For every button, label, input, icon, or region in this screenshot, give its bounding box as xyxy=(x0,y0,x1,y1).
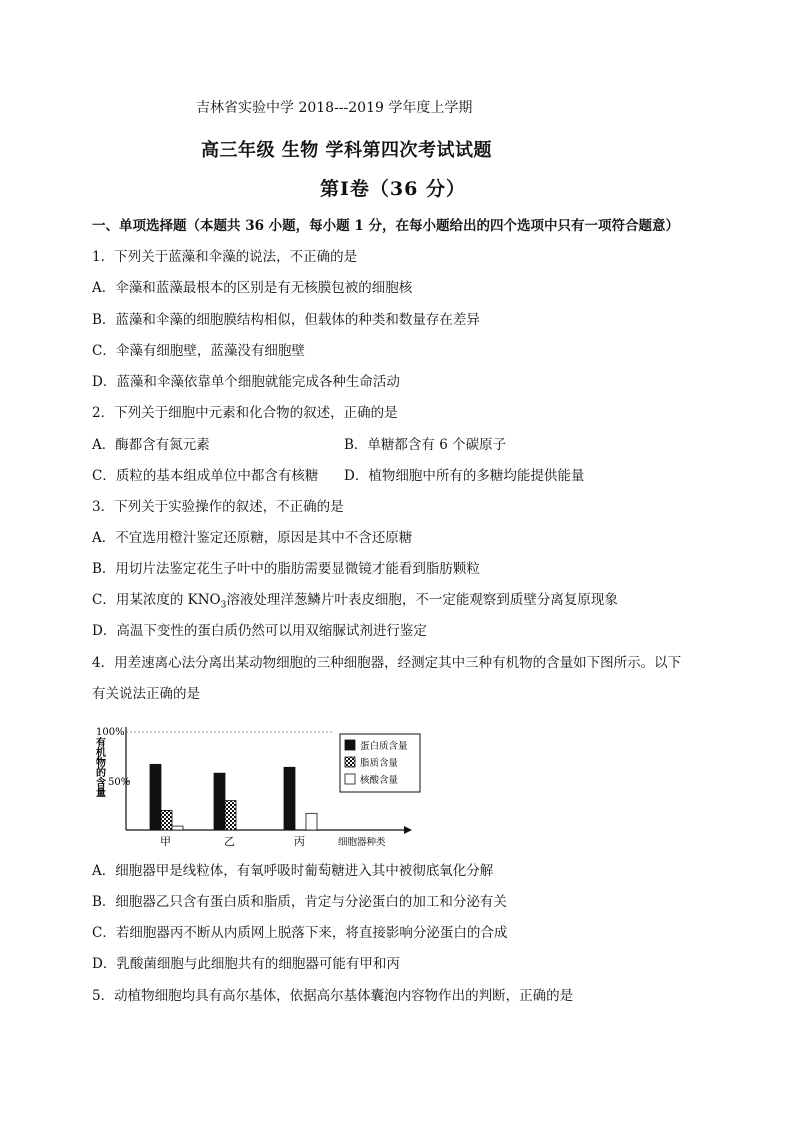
q2-option-d: D．植物细胞中所有的多糖均能提供能量 xyxy=(344,468,585,484)
q4-option-a: A．细胞器甲是线粒体，有氧呼吸时葡萄糖进入其中被彻底氧化分解 xyxy=(92,863,494,879)
q4-stem-line2: 有关说法正确的是 xyxy=(92,686,200,702)
bar-乙-蛋白质含量 xyxy=(214,773,225,830)
q1-option-a: A．伞藻和蓝藻最根本的区别是有无核膜包被的细胞核 xyxy=(92,280,413,296)
bar-甲-蛋白质含量 xyxy=(150,764,161,830)
bar-甲-脂质含量 xyxy=(161,810,172,830)
volume-title: 第Ⅰ卷（36 分） xyxy=(320,178,466,200)
bar-乙-脂质含量 xyxy=(225,801,236,830)
q1-option-b: B．蓝藻和伞藻的细胞膜结构相似，但载体的种类和数量存在差异 xyxy=(92,312,480,328)
y-label-char: 物 xyxy=(96,758,106,769)
legend xyxy=(340,734,420,792)
q2-option-a: A．酶都含有氮元素 xyxy=(92,437,210,453)
q3-option-d: D．高温下变性的蛋白质仍然可以用双缩脲试剂进行鉴定 xyxy=(92,623,427,639)
legend-swatch-蛋白质含量 xyxy=(345,740,355,750)
bar-丙-核酸含量 xyxy=(306,813,317,830)
y-label-char: 机 xyxy=(96,748,106,759)
q1-stem: 1．下列关于蓝藻和伞藻的说法，不正确的是 xyxy=(92,249,358,265)
bar-甲-核酸含量 xyxy=(172,826,183,830)
q1-option-d: D．蓝藻和伞藻依靠单个细胞就能完成各种生命活动 xyxy=(92,374,400,390)
q3-option-a: A．不宜选用橙汁鉴定还原糖，原因是其中不含还原糖 xyxy=(92,530,413,546)
q1-option-c: C．伞藻有细胞壁，蓝藻没有细胞壁 xyxy=(92,343,305,359)
q3-option-c-post: 溶液处理洋葱鳞片叶表皮细胞，不一定能观察到质壁分离复原现象 xyxy=(226,592,618,608)
q2-stem: 2．下列关于细胞中元素和化合物的叙述，正确的是 xyxy=(92,405,398,421)
legend-swatch-核酸含量 xyxy=(345,774,355,784)
y-label-char: 有 xyxy=(96,738,106,749)
organelle-chart xyxy=(92,722,422,852)
q3-option-c xyxy=(92,591,618,615)
bar-丙-蛋白质含量 xyxy=(284,767,295,830)
legend-label-核酸含量: 核酸含量 xyxy=(360,775,399,786)
category-labels xyxy=(160,835,305,848)
y-label-char: 量 xyxy=(96,788,106,799)
x-axis-label: 细胞器种类 xyxy=(338,837,386,848)
x-axis-arrow xyxy=(404,826,412,834)
category-label-甲: 甲 xyxy=(160,835,171,848)
q5-stem: 5．动植物细胞均具有高尔基体，依据高尔基体囊泡内容物作出的判断，正确的是 xyxy=(92,988,574,1004)
q4-option-d: D．乳酸菌细胞与此细胞共有的细胞器可能有甲和丙 xyxy=(92,956,400,972)
exam-title: 高三年级 生物 学科第四次考试试题 xyxy=(201,140,493,161)
category-label-乙: 乙 xyxy=(224,835,235,848)
q2-option-c: C．质粒的基本组成单位中都含有核糖 xyxy=(92,468,319,484)
legend-swatch-脂质含量 xyxy=(345,757,355,767)
q3-stem: 3．下列关于实验操作的叙述，不正确的是 xyxy=(92,499,344,515)
q3-option-c-sub: 3 xyxy=(220,600,227,611)
bars-group xyxy=(150,764,317,830)
q2-option-b: B．单糖都含有 6 个碳原子 xyxy=(344,437,507,453)
y-axis-label xyxy=(96,736,106,799)
y-tick-50: 50% xyxy=(108,777,131,788)
section-heading: 一、单项选择题（本题共 36 小题，每小题 1 分，在每小题给出的四个选项中只有一项符合题意） xyxy=(92,218,679,234)
q4-option-c: C．若细胞器丙不断从内质网上脱落下来，将直接影响分泌蛋白的合成 xyxy=(92,925,508,941)
school-line: 吉林省实验中学 2018---2019 学年度上学期 xyxy=(196,100,473,116)
q4-stem-line1: 4．用差速离心法分离出某动物细胞的三种细胞器，经测定其中三种有机物的含量如下图所示。以下 xyxy=(92,655,682,671)
y-label-char: 含 xyxy=(96,778,106,789)
y-tick-100: 100% xyxy=(96,727,125,738)
legend-label-脂质含量: 脂质含量 xyxy=(360,758,399,769)
legend-label-蛋白质含量: 蛋白质含量 xyxy=(360,741,408,752)
category-label-丙: 丙 xyxy=(294,835,305,848)
q3-option-b: B．用切片法鉴定花生子叶中的脂肪需要显微镜才能看到脂肪颗粒 xyxy=(92,561,480,577)
q3-option-c-pre: C．用某浓度的 KNO xyxy=(92,592,221,608)
y-label-char: 的 xyxy=(96,768,106,779)
q4-option-b: B．细胞器乙只含有蛋白质和脂质，肯定与分泌蛋白的加工和分泌有关 xyxy=(92,894,507,910)
